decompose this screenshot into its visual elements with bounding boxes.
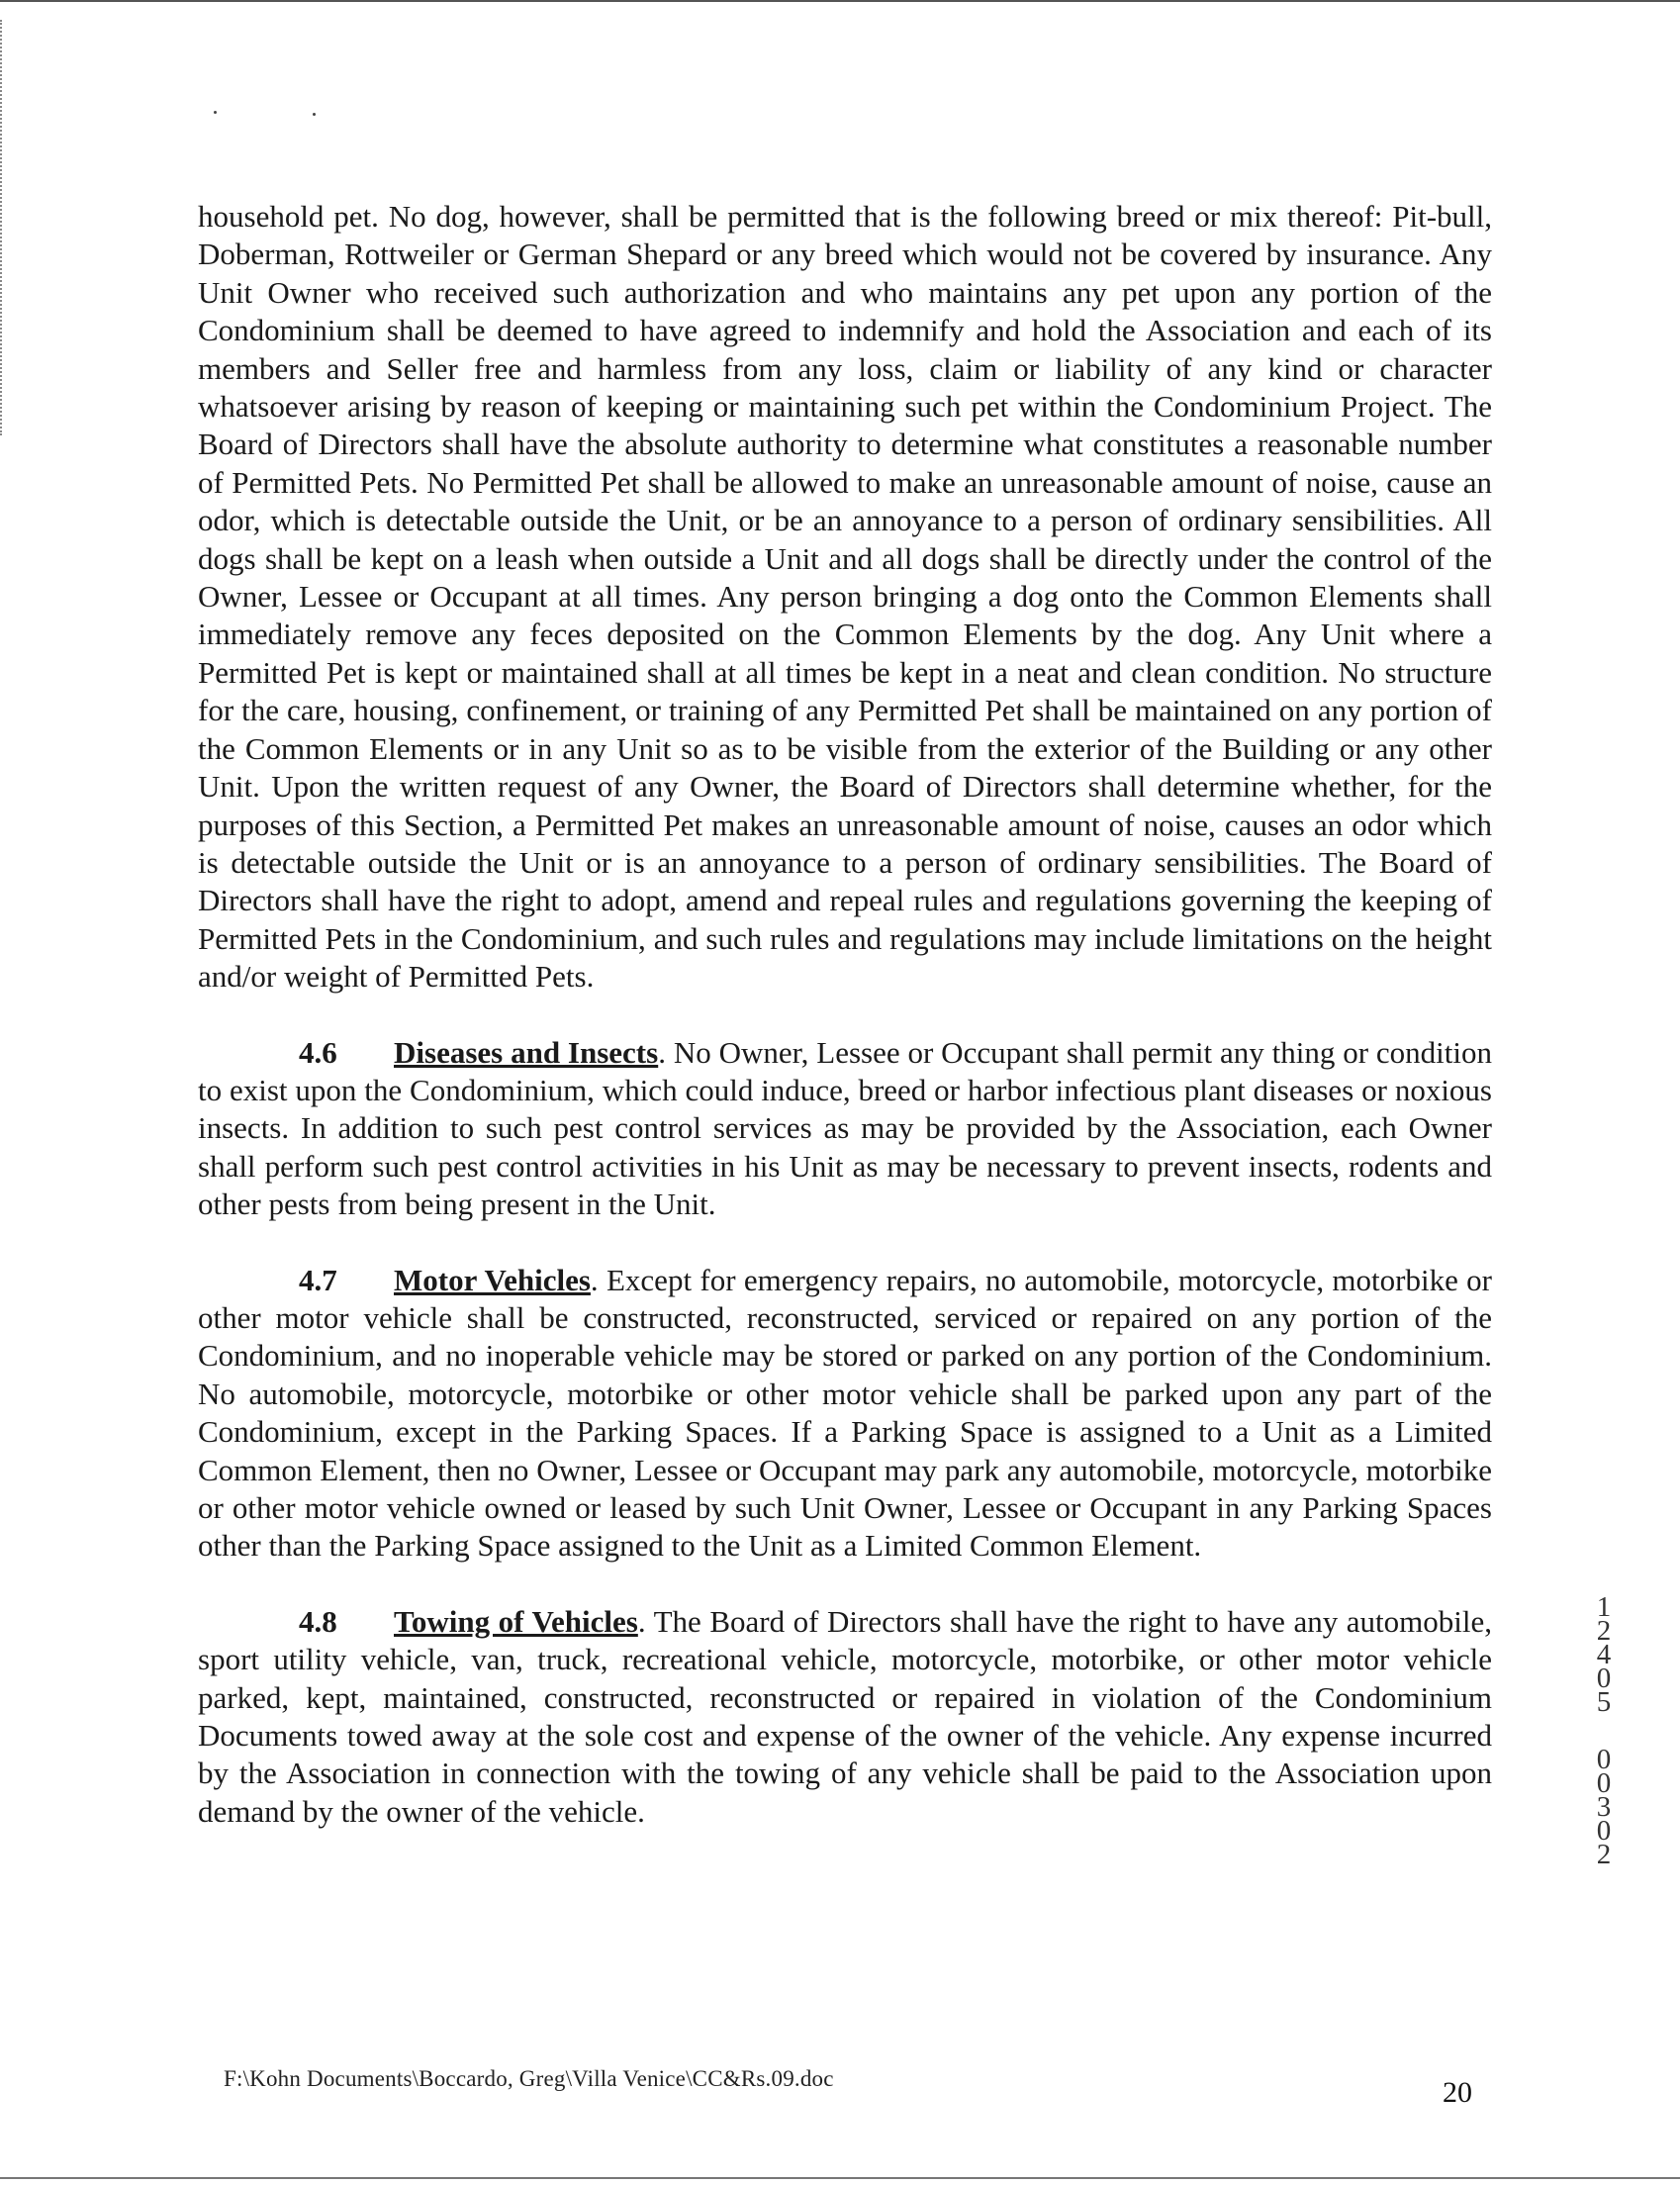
stamp-digit: 0: [1596, 1815, 1612, 1847]
left-scan-marks: [0, 20, 6, 435]
stamp-digit: 0: [1596, 1744, 1612, 1775]
bottom-scan-edge: [0, 2177, 1680, 2179]
section-text: The Board of Directors shall have the right to have any automobile, sport utility vehicle, van, truck, recreational vehicle, motorcycle, motorbike, or other motor vehicle parked, kept, maintained, constructed, reconstructed or repaired in violation of the Condominium Documents towed away at the sole cost and expense of the owner of the vehicle. Any expense incurred by the Association in connection with the towing of any vehicle shall be paid to the Association upon demand by the owner of the vehicle.: [198, 1603, 1492, 1829]
body-text: [198, 198, 1492, 1831]
section-text: Except for emergency repairs, no automobile, motorcycle, motorbike or other motor vehicle shall be constructed, reconstructed, serviced or repaired on any portion of the Condominium, and no inoperable vehicle may be stored or parked on any portion of the Condominium. No automobile, motorcycle, motorbike or other motor vehicle shall be parked upon any part of the Condominium, except in the Parking Spaces. If a Parking Space is assigned to a Unit as a Limited Common Element, then no Owner, Lessee or Occupant may park any automobile, motorcycle, motorbike or other motor vehicle owned or leased by such Unit Owner, Lessee or Occupant in any Parking Spaces other than the Parking Space assigned to the Unit as a Limited Common Element.: [198, 1262, 1492, 1564]
section-text: No Owner, Lessee or Occupant shall permit any thing or condition to exist upon the Condominium, which could induce, breed or harbor infectious plant diseases or noxious insects. In addition to such pest control services as may be provided by the Association, each Owner shall perform such pest control activities in his Unit as may be necessary to prevent insects, rodents and other pests from being present in the Unit.: [198, 1034, 1493, 1222]
section-number: 4.7: [299, 1262, 337, 1297]
section-number: 4.8: [299, 1603, 337, 1639]
stamp-digit: 1: [1596, 1591, 1612, 1623]
scan-speck: [313, 113, 316, 116]
section-title-punct: .: [658, 1034, 666, 1070]
section-title: Diseases and Insects: [394, 1034, 659, 1070]
stamp-digit: 2: [1596, 1839, 1612, 1870]
section-4-6: [198, 1034, 1492, 1224]
page-number: 20: [1443, 2076, 1472, 2109]
section-title: Motor Vehicles: [394, 1262, 591, 1297]
top-scan-edge: [0, 0, 1680, 2]
scan-speck: [214, 111, 217, 114]
stamp-gap: [1589, 1714, 1619, 1748]
stamp-digit: 0: [1596, 1662, 1612, 1694]
stamp-digit: 3: [1596, 1791, 1612, 1823]
section-title-punct: .: [590, 1262, 599, 1297]
stamp-digit: 5: [1596, 1686, 1612, 1718]
stamp-digit: 4: [1596, 1639, 1612, 1670]
section-4-8: [198, 1603, 1492, 1831]
margin-stamp-number: [1589, 1591, 1619, 1870]
section-title-punct: .: [637, 1603, 646, 1639]
section-number: 4.6: [299, 1034, 337, 1070]
opening-paragraph: household pet. No dog, however, shall be permitted that is the following breed or mix thereof: Pit-bull, Doberman, Rottweiler or German Shepard or any breed which would not be covered by insurance. Any Unit Owner who received such authorization and who maintains any pet upon any portion of the Condominium shall be deemed to have agreed to indemnify and hold the Association and each of its members and Seller free and harmless from any loss, claim or liability of any kind or character whatsoever arising by reason of keeping or maintaining such pet within the Condominium Project. The Board of Directors shall have the absolute authority to determine what constitutes a reasonable number of Permitted Pets. No Permitted Pet shall be allowed to make an unreasonable amount of noise, cause an odor, which is detectable outside the Unit, or be an annoyance to a person of ordinary sensibilities. All dogs shall be kept on a leash when outside a Unit and all dogs shall be directly under the control of the Owner, Lessee or Occupant at all times. Any person bringing a dog onto the Common Elements shall immediately remove any feces deposited on the Common Elements by the dog. Any Unit where a Permitted Pet is kept or maintained shall at all times be kept in a neat and clean condition. No structure for the care, housing, confinement, or training of any Permitted Pet shall be maintained on any portion of the Common Elements or in any Unit so as to be visible from the exterior of the Building or any other Unit. Upon the written request of any Owner, the Board of Directors shall determine whether, for the purposes of this Section, a Permitted Pet makes an unreasonable amount of noise, causes an odor which is detectable outside the Unit or is an annoyance to a person of ordinary sensibilities. The Board of Directors shall have the right to adopt, amend and repeal rules and regulations governing the keeping of Permitted Pets in the Condominium, and such rules and regulations may include limitations on the height and/or weight of Permitted Pets.: [198, 199, 1492, 995]
footer-file-path: F:\Kohn Documents\Boccardo, Greg\Villa Venice\CC&Rs.09.doc: [224, 2066, 834, 2091]
stamp-digit: 2: [1596, 1615, 1612, 1647]
section-4-7: [198, 1262, 1492, 1566]
stamp-digit: 0: [1596, 1767, 1612, 1799]
section-title: Towing of Vehicles: [394, 1603, 638, 1639]
